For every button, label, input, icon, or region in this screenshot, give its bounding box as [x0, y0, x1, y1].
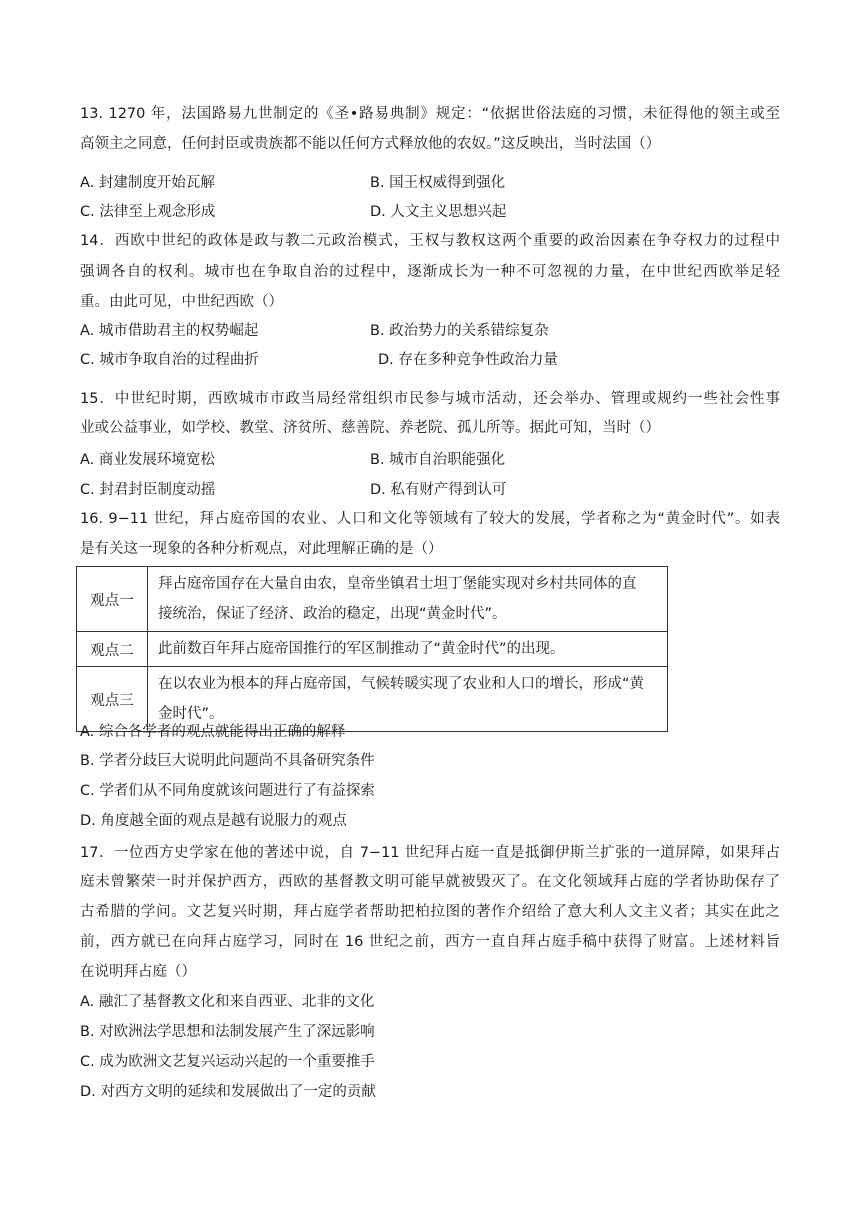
question-15-option-c[interactable]: C. 封君封臣制度动摇: [80, 482, 216, 498]
question-17-stem-line-4: 前，西方就已在向拜占庭学习，同时在 16 世纪之前，西方一直自拜占庭手稿中获得了财富。上述材料旨: [80, 934, 780, 950]
question-14-stem-line-2: 强调各自的权利。城市也在争取自治的过程中，逐渐成长为一种不可忽视的力量，在中世纪西欧举足轻: [80, 264, 780, 280]
question-13-option-d[interactable]: D. 人文主义思想兴起: [370, 204, 507, 220]
question-16-stem-line-1: 16. 9−11 世纪，拜占庭帝国的农业、人口和文化等领域有了较大的发展，学者称之为“黄金时代”。如表: [80, 511, 780, 527]
question-17-option-c[interactable]: C. 成为欧洲文艺复兴运动兴起的一个重要推手: [80, 1054, 375, 1070]
question-15-stem-line-2: 业或公益事业，如学校、教堂、济贫所、慈善院、养老院、孤儿所等。据此可知，当时（）: [80, 420, 660, 436]
viewpoint-content-line: 此前数百年拜占庭帝国推行的军区制推动了“黄金时代”的出现。: [158, 641, 565, 657]
question-16-option-c[interactable]: C. 学者们从不同角度就该问题进行了有益探索: [80, 783, 375, 799]
viewpoint-content: [148, 632, 668, 667]
viewpoint-row: [77, 567, 668, 632]
question-16-option-a[interactable]: A. 综合各学者的观点就能得出正确的解释: [80, 724, 346, 740]
question-13-option-c[interactable]: C. 法律至上观念形成: [80, 204, 216, 220]
viewpoint-content-line: 拜占庭帝国存在大量自由农，皇帝坐镇君士坦丁堡能实现对乡村共同体的直: [158, 576, 637, 592]
question-17-stem-line-2: 庭未曾繁荣一时并保护西方，西欧的基督教文明可能早就被毁灭了。在文化领域拜占庭的学者协助保存了: [80, 874, 780, 890]
question-15-option-d[interactable]: D. 私有财产得到认可: [370, 482, 507, 498]
question-14-option-d[interactable]: D. 存在多种竞争性政治力量: [378, 352, 558, 368]
viewpoint-label: 观点二: [77, 632, 148, 667]
question-17-option-a[interactable]: A. 融汇了基督教文化和来自西亚、北非的文化: [80, 994, 375, 1010]
viewpoint-content-line: 在以农业为根本的拜占庭帝国，气候转暖实现了农业和人口的增长，形成“黄: [158, 676, 645, 692]
question-13-option-a[interactable]: A. 封建制度开始瓦解: [80, 175, 215, 191]
viewpoint-label: 观点一: [77, 567, 148, 632]
viewpoint-content-line: 接统治，保证了经济、政治的稳定，出现“黄金时代”。: [158, 606, 507, 622]
question-15-option-a[interactable]: A. 商业发展环境宽松: [80, 452, 215, 468]
question-17-stem-line-5: 在说明拜占庭（）: [80, 964, 196, 980]
question-14-stem-line-3: 重。由此可见，中世纪西欧（）: [80, 294, 283, 310]
question-16-option-d[interactable]: D. 角度越全面的观点是越有说服力的观点: [80, 813, 347, 829]
question-17-stem-line-1: 17．一位西方史学家在他的著述中说，自 7−11 世纪拜占庭一直是抵御伊斯兰扩张的一道屏障，如果拜占: [80, 845, 780, 861]
question-14-option-b[interactable]: B. 政治势力的关系错综复杂: [370, 323, 549, 339]
question-15-option-b[interactable]: B. 城市自治职能强化: [370, 452, 506, 468]
question-16-stem-line-2: 是有关这一现象的各种分析观点，对此理解正确的是（）: [80, 541, 443, 557]
question-16-option-b[interactable]: B. 学者分歧巨大说明此问题尚不具备研究条件: [80, 753, 375, 769]
viewpoint-label: 观点三: [77, 667, 148, 732]
question-13-stem-line-1: 13. 1270 年，法国路易九世制定的《圣•路易典制》规定：“依据世俗法庭的习惯，未征得他的领主或至: [80, 106, 780, 122]
question-17-stem-line-3: 古希腊的学问。文艺复兴时期，拜占庭学者帮助把柏拉图的著作介绍给了意大利人文主义者；其实在此之: [80, 904, 780, 920]
question-17-option-b[interactable]: B. 对欧洲法学思想和法制发展产生了深远影响: [80, 1024, 375, 1040]
question-14-stem-line-1: 14．西欧中世纪的政体是政与教二元政治模式，王权与教权这两个重要的政治因素在争夺权力的过程中: [80, 233, 780, 249]
viewpoint-content-line: 金时代”。: [158, 706, 224, 722]
question-14-option-a[interactable]: A. 城市借助君主的权势崛起: [80, 323, 259, 339]
question-14-option-c[interactable]: C. 城市争取自治的过程曲折: [80, 352, 259, 368]
question-13-stem-line-2: 高领主之同意，任何封臣或贵族都不能以任何方式释放他的农奴。”这反映出，当时法国（）: [80, 136, 661, 152]
question-15-stem-line-1: 15．中世纪时期，西欧城市市政当局经常组织市民参与城市活动，还会举办、管理或规约一些社会性事: [80, 391, 780, 407]
viewpoints-table: [76, 566, 668, 732]
viewpoint-row: [77, 632, 668, 667]
question-17-option-d[interactable]: D. 对西方文明的延续和发展做出了一定的贡献: [80, 1084, 376, 1100]
viewpoint-content: [148, 567, 668, 632]
question-13-option-b[interactable]: B. 国王权威得到强化: [370, 175, 506, 191]
